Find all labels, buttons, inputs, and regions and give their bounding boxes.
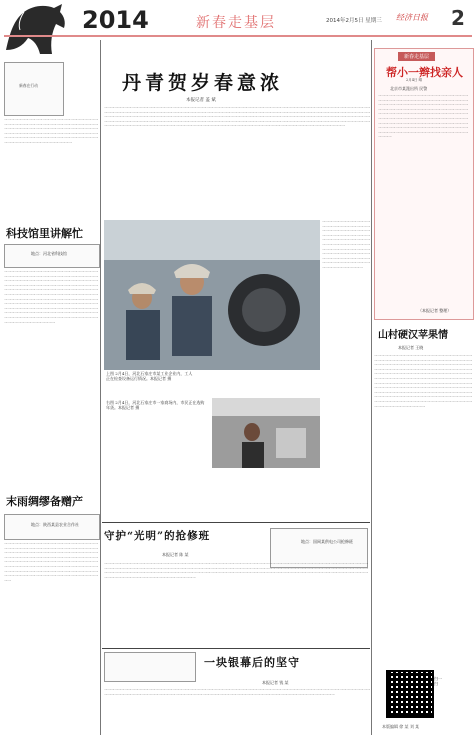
main-text-top: 一一一一一一一一一一一一一一一一一一一一一一一一一一一一一一一一一一一一一一一一一一一一一一一一一一一一一一一一一一一一一一一一一一一一一一一一一一一一一一一一一一一一一一一一一一一一一一一一一一一一一一一一一一一一一一一一一一一一一一一一一一一一一一一一一一一一一一一一一一一一一一一一一一一一一一一一一一一一一一一一一一一一一一一一一一一一一一一一一一一一一一一一一一一一一一一一一一一一一一一一一一一一一一一一一一一一一一一一一一一一一一一一一一一一一一一一一一一一一一一一一一一一一一一一一一一一一一一一一一一一一一一一一一一一一一一一一一一一一一一一一一一一一一一一一一一一一一一一一一一一一一一一一一一一一一一一一一一一一一一一一一一一一一一一一一一一一一一一一一一一一一一一一一一一一一一一一一一一一一一一一一一一一一一一一一一一一一一一一一一一一一一 (104, 106, 370, 129)
sidebar-signoff: （本报记者 整理） (418, 308, 452, 313)
photo-caption-2: 右图 2月4日，河北石家庄市一家商场内，市民正在选购年货。本报记者 摄 (106, 400, 205, 410)
main-photo-workers (104, 220, 320, 370)
lower-rule-top (102, 648, 370, 649)
left-location-text-2: 地点：陕西某县农业合作社 (31, 522, 79, 527)
sidebar-text: 一一一一一一一一一一一一一一一一一一一一一一一一一一一一一一一一一一一一一一一一一一一一一一一一一一一一一一一一一一一一一一一一一一一一一一一一一一一一一一一一一一一一一一一一一一一一一一一一一一一一一一一一一一一一一一一一一一一一一一一一一一一一一一一一一一一一一一一一一一一一一一一一一一一一一一一一一一一一一一一一一一一一一一一一一一一一一一一一一一一一一一一一一一一一一一一一一一一一一一一一一一一一一一一一一一一一一一一一一一一一一一一一一一一一一一一一一一一一一一 (378, 94, 468, 140)
sidebar-headline: 帮小一辫找亲人 (386, 66, 463, 79)
left-logo-box (4, 62, 64, 116)
middle-rule-top (102, 522, 370, 523)
masthead-horse-logo (4, 2, 78, 56)
main-byline: 本报记者 盖 斌 (186, 98, 216, 103)
photo-caption-1: 上图 2月4日，河北石家庄市某工业企业内，工人正在检查设备运行情况。本报记者 摄 (106, 371, 193, 381)
middle-article-byline: 本报记者 陈 某 (162, 552, 189, 557)
middle-article-head: 守护“光明”的抢修班 (104, 530, 211, 542)
qr-label: 扫一扫 (434, 676, 442, 686)
left-location-text-1: 地点：河北省科技馆 (31, 251, 67, 256)
left-text-2: 一一一一一一一一一一一一一一一一一一一一一一一一一一一一一一一一一一一一一一一一一一一一一一一一一一一一一一一一一一一一一一一一一一一一一一一一一一一一一一一一一一一一一一一一一一一一一一一一一一一一一一一一一一一一一一一一一一一一一一一一一一一一一一一一一一一一一一一一一一一一一一一一一一一一一一一一一一一一一一一一一一一一一一一一一一一一一一一一一一一一一一一一一一一一一一一一一一一一一一一一一一一一一一一一一一一一一一一一一一一一一一一一一一一一一一一一一一一一一一一一一一一一一一一一一一一一一一一一一一一一一一一一一一一一一一一一一一一一一一一一一一一一一一一一一一一一一一一一一一一一一一一一一一一一一一一一 (4, 270, 98, 325)
right-article-byline: 本报记者 王晓 (398, 345, 424, 350)
left-article-head-2: 末雨绸缪备赠产 (6, 495, 83, 508)
inset-photo-shop (212, 398, 320, 468)
main-headline: 丹青贺岁春意浓 (122, 72, 284, 94)
main-text-right: 一一一一一一一一一一一一一一一一一一一一一一一一一一一一一一一一一一一一一一一一一一一一一一一一一一一一一一一一一一一一一一一一一一一一一一一一一一一一一一一一一一一一一一一一一一一一一一一一一一一一一一一一一一一一一一一一一一一一一一一一一一一一一一一一一一一一一一一一一一一一一一一一一一一一一一一一 (322, 220, 370, 270)
lower-location-box (104, 652, 196, 682)
masthead-year-mark: 2014 (82, 6, 149, 34)
left-location-box-1 (4, 244, 100, 268)
header-divider (4, 35, 472, 37)
middle-article-text: 一一一一一一一一一一一一一一一一一一一一一一一一一一一一一一一一一一一一一一一一一一一一一一一一一一一一一一一一一一一一一一一一一一一一一一一一一一一一一一一一一一一一一一一一一一一一一一一一一一一一一一一一一一一一一一一一一一一一一一一一一一一一一一一一一一一一一一一一一一一一一一一一一一一一一一一一一一一一一一一一一一一一一一一一一一一一一一一一一一一一一一一一一一一一一一一一一一一一一一一一一一一一一一一一一一一一一一一一一一一一一一一一一一一一一一一一一一一一一一一一一一一一一一一一一一一一一一一一一一 (104, 562, 368, 580)
lower-article-byline: 本报记者 钱 某 (262, 680, 289, 685)
left-location-box-2 (4, 514, 100, 540)
left-logo-label: 新春在行动 (19, 83, 38, 88)
column-divider-left (100, 40, 101, 735)
right-article-text: 一一一一一一一一一一一一一一一一一一一一一一一一一一一一一一一一一一一一一一一一一一一一一一一一一一一一一一一一一一一一一一一一一一一一一一一一一一一一一一一一一一一一一一一一一一一一一一一一一一一一一一一一一一一一一一一一一一一一一一一一一一一一一一一一一一一一一一一一一一一一一一一一一一一一一一一一一一一一一一一一一一一一一一一一一一一一一一一一一一一一一一一一一一一一一一一一一一一一一一一一一一一一一一一一一一一一一一一一一一一一一一一一一一一一一一一一一一一一一一一一一一一一一一一一一一一一一一一一一一一一一一一一一一一一一一一一一一一一一一一一一一一一一一一一一一一一一一一一一一一一一一一一一一一一一一一一一一一一一一一一一一一 (374, 354, 472, 409)
left-text-1: 一一一一一一一一一一一一一一一一一一一一一一一一一一一一一一一一一一一一一一一一一一一一一一一一一一一一一一一一一一一一一一一一一一一一一一一一一一一一一一一一一一一一一一一一一一一一一一一一一一一一一一一一一一一一一一一一一一一一一一一一一一一一一一一一一一一一一一一一一一一一一一一一一一一一一一一一一一一 (4, 118, 98, 145)
left-text-3: 一一一一一一一一一一一一一一一一一一一一一一一一一一一一一一一一一一一一一一一一一一一一一一一一一一一一一一一一一一一一一一一一一一一一一一一一一一一一一一一一一一一一一一一一一一一一一一一一一一一一一一一一一一一一一一一一一一一一一一一一一一一一一一一一一一一一一一一一一一一一一一一一一一一一一一一一一一一一一一一一一一一一一一一一一一一一一一一一一一一一一一一一一一一一一一一一一一一一一一一一一一一一一一一一一一一一一一一一一一 (4, 542, 98, 583)
issue-date: 2014年2月5日 星期三 (326, 18, 382, 24)
page-credits: 本版编辑 徐 某 刘 某 (382, 724, 420, 729)
paper-name: 经济日报 (396, 13, 428, 22)
page-number: 2 (451, 6, 465, 30)
lower-article-head: 一块银幕后的坚守 (204, 656, 300, 669)
left-article-head-1: 科技馆里讲解忙 (6, 227, 83, 240)
sidebar-date: 2月4日 晴 (406, 78, 423, 82)
lower-article-text: 一一一一一一一一一一一一一一一一一一一一一一一一一一一一一一一一一一一一一一一一一一一一一一一一一一一一一一一一一一一一一一一一一一一一一一一一一一一一一一一一一一一一一一一一一一一一一一一一一一一一一一一一一一一一一一一一一一一一一一一一一一一一一一一一一一一一一一一一一一一一一一一一一一 (104, 688, 370, 697)
middle-location-text: 地点：国网某供电公司抢修班 (301, 539, 353, 544)
right-article-head: 山村硬汉苹果情 (378, 330, 448, 341)
sidebar-tag: 新春走基层 (398, 52, 435, 61)
sidebar-byline: 北京市某派出所 民警 (390, 86, 428, 91)
section-title: 新春走基层 (196, 15, 276, 31)
column-divider-right (371, 40, 372, 735)
qr-code[interactable] (386, 670, 434, 718)
